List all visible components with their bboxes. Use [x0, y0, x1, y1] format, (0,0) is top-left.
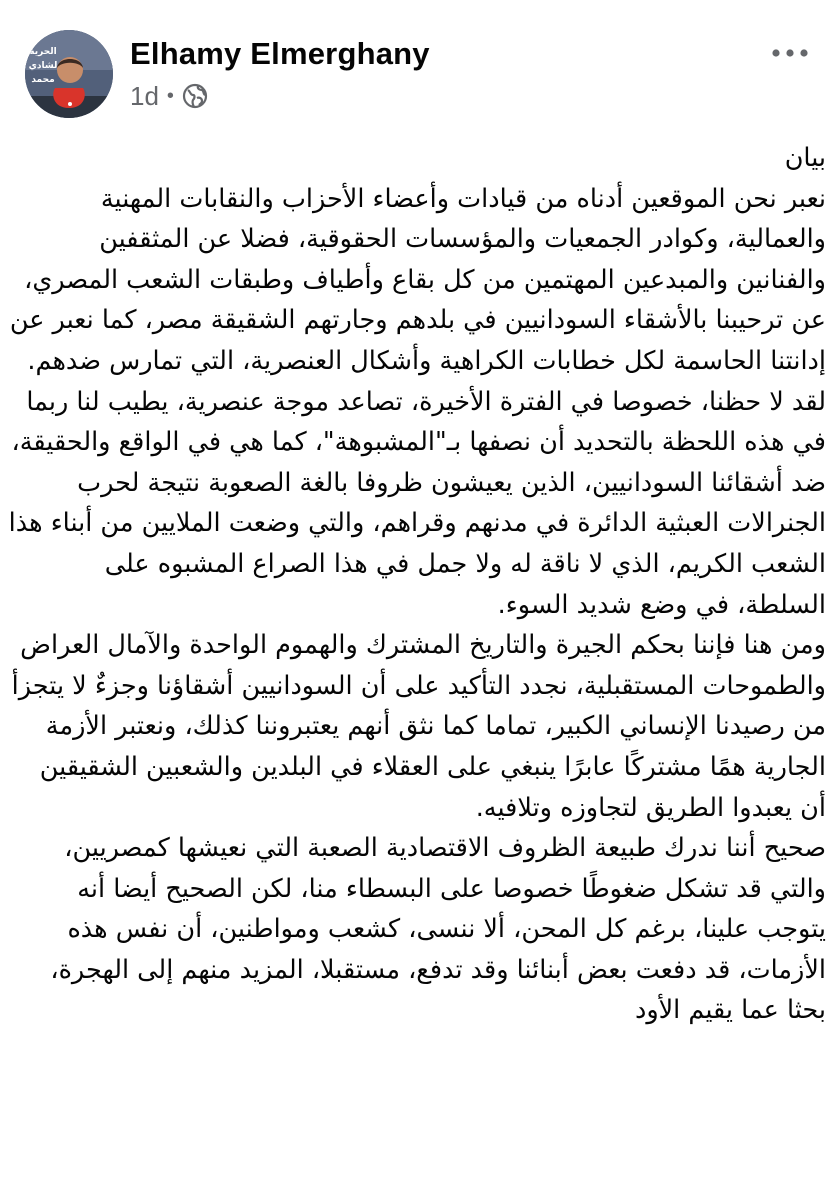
post-paragraph-title: بيان	[784, 143, 826, 173]
avatar-text-line-2: لشادي	[28, 61, 58, 71]
post-paragraph: صحيح أننا ندرك طبيعة الظروف الاقتصادية الصعبة التي نعيشها كمصريين، والتي قد تشكل ضغوطًا خصوصا على البسطاء منا، لكن الصحيح أيضا أنه يتوجب علينا، برغم كل المحن، ألا ننسى، كشعب ومواطنين، أن نفس هذه الأزمات، قد دفعت بعض أبنائنا وقد تدفع، مستقبلا، المزيد منهم إلى الهجرة، بحثا عما يقيم الأود	[50, 833, 826, 1026]
avatar-image	[25, 30, 113, 118]
post-header	[0, 0, 835, 130]
meta-separator: •	[166, 84, 174, 107]
avatar-text-line-1: الحرية	[29, 47, 57, 57]
globe-icon[interactable]	[182, 83, 208, 109]
post-meta	[130, 80, 208, 112]
post-timestamp[interactable]: 1d	[130, 80, 159, 111]
avatar-text-line-3: محمد	[31, 75, 55, 85]
post-paragraph: لقد لا حظنا، خصوصا في الفترة الأخيرة، تصاعد موجة عنصرية، يطيب لنا ربما في هذه اللحظة بالتحديد أن نصفها بـ"المشبوهة"، كما هي في الواقع والحقيقة، ضد أشقائنا السودانيين، الذين يعيشون ظروفا بالغة الصعوبة نتيجة لحرب الجنرالات العبثية الدائرة في مدنهم وقراهم، والتي وضعت الملايين من أبناء هذا الشعب الكريم، الذي لا ناقة له ولا جمل في هذا الصراع المشبوه على السلطة، في وضع شديد السوء.	[8, 386, 826, 620]
post-body	[8, 138, 826, 1200]
author-avatar[interactable]	[25, 30, 113, 118]
more-dots-icon[interactable]	[768, 38, 812, 68]
post-paragraph: نعبر نحن الموقعين أدناه من قيادات وأعضاء الأحزاب والنقابات المهنية والعمالية، وكوادر الجمعيات والمؤسسات الحقوقية، فضلا عن المثقفين والفنانين والمبدعين المهتمين من كل بقاع وأطياف وطبقات الشعب المصري، عن ترحيبنا بالأشقاء السودانيين في بلدهم وجارتهم الشقيقة مصر، كما نعبر عن إدانتنا الحاسمة لكل خطابات الكراهية وأشكال العنصرية، التي تمارس ضدهم.	[9, 183, 826, 376]
author-name[interactable]: Elhamy Elmerghany	[130, 36, 430, 71]
post-paragraph: ومن هنا فإننا بحكم الجيرة والتاريخ المشترك والهموم الواحدة والآمال العراض والطموحات المستقبلية، نجدد التأكيد على أن السودانيين أشقاؤنا وجزءٌ لا يتجزأ من رصيدنا الإنساني الكبير، تماما كما نثق أنهم يعتبروننا كذلك، ونعتبر الأزمة الجارية همًا مشتركًا عابرًا ينبغي على العقلاء في البلدين والشعبين الشقيقين أن يعبدوا الطريق لتجاوزه وتلافيه.	[11, 630, 826, 823]
